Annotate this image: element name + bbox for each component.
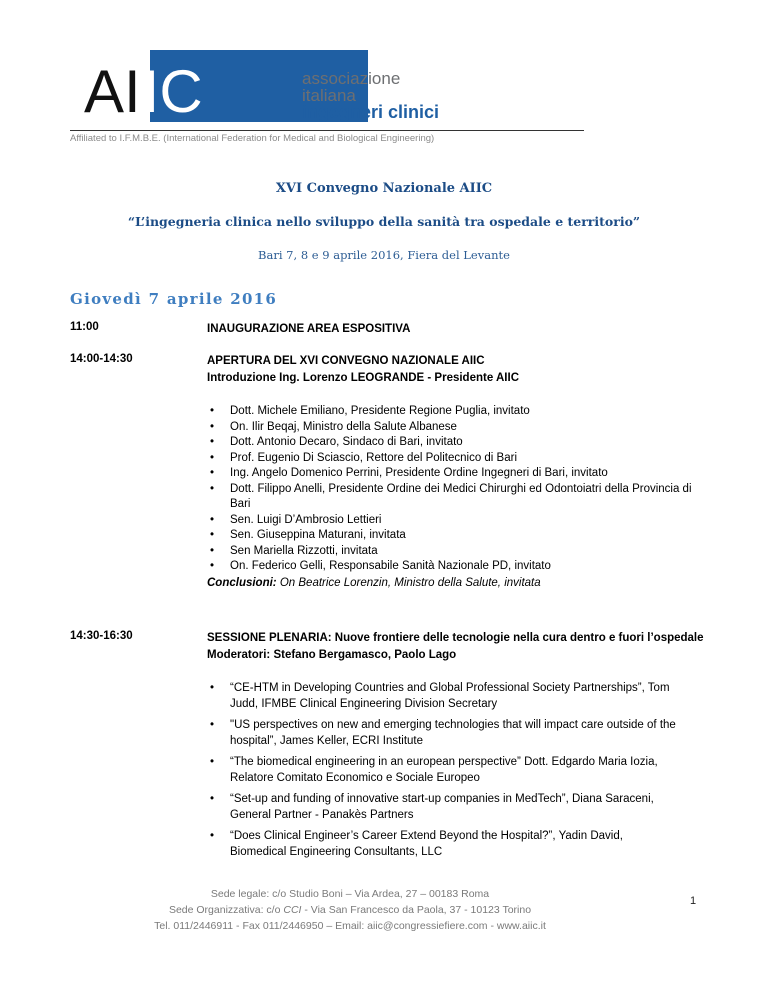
logo-word-associazione: associazione — [302, 69, 401, 88]
session-title: SESSIONE PLENARIA: Nuove frontiere delle tecnologie nella cura dentro e fuori l’ospedale — [207, 632, 704, 644]
list-item: • “CE-HTM in Developing Countries and Global Professional Society Partnerships”, Tom Judd, IFMBE Clinical Engineering Division Secretary — [210, 682, 670, 710]
footer-cci: CCI — [283, 904, 302, 916]
day-heading: Giovedì 7 aprile 2016 — [70, 290, 278, 308]
bullet-icon: • — [210, 793, 215, 805]
session-time: 14:00-14:30 — [70, 353, 133, 365]
footer-legal-address: Sede legale: c/o Studio Boni – Via Ardea, 27 – 00183 Roma — [210, 888, 490, 900]
list-item: • Prof. Eugenio Di Sciascio, Rettore del Politecnico di Bari — [207, 451, 767, 467]
logo-letter-a: A — [84, 58, 123, 125]
talk-list — [207, 681, 677, 860]
header-rule — [70, 130, 584, 131]
bullet-icon: • — [210, 529, 215, 541]
list-item: • “Does Clinical Engineer’s Career Extend Beyond the Hospital?”, Yadin David, Biomedical Engineering Consultants, LLC — [210, 830, 623, 858]
list-item: • Sen. Giuseppina Maturani, invitata — [207, 528, 767, 544]
session-time: 11:00 — [70, 321, 99, 333]
session-time: 14:30-16:30 — [70, 630, 133, 642]
bullet-icon: • — [210, 405, 215, 417]
event-title: XVI Convegno Nazionale AIIC — [275, 181, 493, 196]
bullet-icon: • — [210, 467, 215, 479]
bullet-icon: • — [210, 719, 215, 731]
speaker-list — [207, 404, 767, 575]
list-item: • “The biomedical engineering in an european perspective” Dott. Edgardo Maria Iozia, Relatore Comitato Economico e Sociale Europeo — [210, 756, 658, 784]
aiic-logo — [84, 50, 444, 125]
bullet-icon: • — [210, 682, 215, 694]
affiliation-text: Affiliated to I.F.M.B.E. (International Federation for Medical and Biological Engineering) — [70, 133, 435, 144]
list-item: • "US perspectives on new and emerging technologies that will impact care outside of the hospital”, James Keller, ECRI Institute — [210, 719, 676, 747]
logo-letter-i1: I — [124, 58, 139, 125]
footer-contacts: Tel. 011/2446911 - Fax 011/2446950 – Email: aiic@congressiefiere.com - www.aiic.it — [154, 920, 546, 932]
session-content — [207, 353, 767, 591]
logo-word-ingegneri-clinici: ingegneri clinici — [302, 102, 440, 122]
list-item: • On. Ilir Beqaj, Ministro della Salute Albanese — [207, 420, 767, 436]
list-item: • Dott. Michele Emiliano, Presidente Regione Puglia, invitato — [207, 404, 767, 420]
logo-letter-c: C — [159, 58, 201, 125]
session-content — [207, 321, 767, 338]
bullet-icon: • — [210, 482, 215, 495]
bullet-icon: • — [210, 830, 215, 842]
logo-word-italiana: italiana — [302, 86, 356, 105]
session-subtitle: Moderatori: Stefano Bergamasco, Paolo Lago — [207, 649, 457, 661]
bullet-icon: • — [210, 756, 215, 768]
page-footer — [60, 886, 640, 934]
bullet-icon: • — [210, 513, 215, 526]
session-content — [207, 630, 767, 866]
list-item: • “Set-up and funding of innovative start-up companies in MedTech”, Diana Saraceni, General Partner - Panakès Partners — [210, 793, 654, 821]
logo-letter-i2: I — [142, 58, 158, 125]
logo-words — [302, 70, 439, 121]
event-subtitle: “L’ingegneria clinica nello sviluppo della sanità tra ospedale e territorio” — [127, 214, 641, 229]
session-conclusion — [207, 575, 767, 591]
bullet-icon: • — [210, 420, 215, 433]
footer-organizational-address: Sede Organizzativa: c/o CCI - Via San Francesco da Paola, 37 - 10123 Torino — [168, 904, 532, 916]
list-item: • On. Federico Gelli, Responsabile Sanità Nazionale PD, invitato — [207, 559, 767, 575]
logo-letters — [84, 58, 201, 125]
conclusion-text: On Beatrice Lorenzin, Ministro della Salute, invitata — [276, 576, 541, 589]
list-item: • Sen Mariella Rizzotti, invitata — [207, 544, 767, 560]
bullet-icon: • — [210, 451, 215, 464]
list-item: • Dott. Antonio Decaro, Sindaco di Bari, invitato — [207, 435, 767, 451]
bullet-icon: • — [210, 560, 215, 572]
conclusion-label: Conclusioni: — [207, 576, 277, 589]
bullet-icon: • — [210, 436, 215, 448]
session-title: INAUGURAZIONE AREA ESPOSITIVA — [207, 323, 411, 335]
session-subtitle: Introduzione Ing. Lorenzo LEOGRANDE - Presidente AIIC — [207, 372, 519, 384]
list-item: • Ing. Angelo Domenico Perrini, Presidente Ordine Ingegneri di Bari, invitato — [207, 466, 767, 482]
page-number: 1 — [690, 895, 697, 907]
bullet-icon: • — [210, 544, 215, 557]
event-date: Bari 7, 8 e 9 aprile 2016, Fiera del Levante — [258, 248, 510, 262]
list-item: • Sen. Luigi D’Ambrosio Lettieri — [207, 513, 767, 529]
session-title: APERTURA DEL XVI CONVEGNO NAZIONALE AIIC — [207, 355, 485, 367]
list-item: • Dott. Filippo Anelli, Presidente Ordine dei Medici Chirurghi ed Odontoiatri della Provincia di Bari — [210, 482, 692, 510]
